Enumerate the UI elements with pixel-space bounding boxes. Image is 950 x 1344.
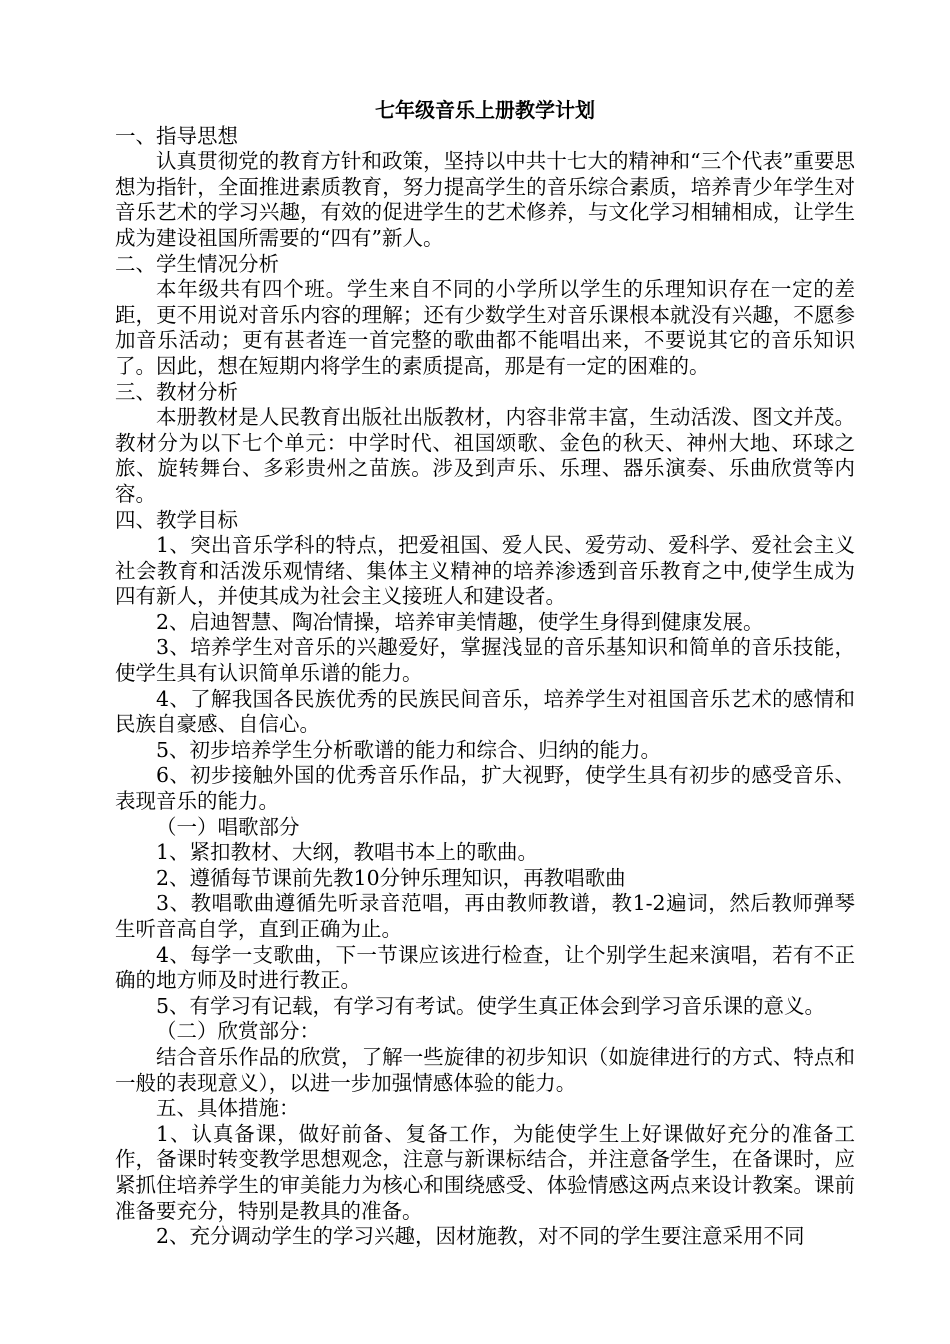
list-item-singing: 5、有学习有记载，有学习有考试。使学生真正体会到学习音乐课的意义。: [156, 993, 826, 1018]
list-item-goal: 2、启迪智慧、陶冶情操，培养审美情趣，使学生身得到健康发展。: [156, 609, 764, 634]
list-item-singing: 1、紧扣教材、大纲，教唱书本上的歌曲。: [156, 840, 539, 865]
paragraph-appreciation: 结合音乐作品的欣赏，了解一些旋律的初步知识（如旋律进行的方式、特点和一般的表现意义），以进一步加强情感体验的能力。: [115, 1044, 855, 1095]
list-item-goal: 3、培养学生对音乐的兴趣爱好，掌握浅显的音乐基知识和简单的音乐技能，使学生具有认识简单乐谱的能力。: [115, 635, 855, 686]
list-item-goal: 5、初步培养学生分析歌谱的能力和综合、归纳的能力。: [156, 737, 662, 762]
list-item-singing: 2、遵循每节课前先教10分钟乐理知识，再教唱歌曲: [156, 865, 626, 890]
list-item-goal: 6、初步接触外国的优秀音乐作品，扩大视野，使学生具有初步的感受音乐、表现音乐的能力。: [115, 763, 855, 814]
list-item-goal: 1、突出音乐学科的特点，把爱祖国、爱人民、爱劳动、爱科学、爱社会主义社会教育和活泼乐观情绪、集体主义精神的培养渗透到音乐教育之中,使学生成为四有新人，并使其成为社会主义接班人和建设者。: [115, 533, 855, 609]
section-heading-guiding-ideology: 一、指导思想: [115, 123, 238, 148]
list-item-measure: 2、充分调动学生的学习兴趣，因材施教，对不同的学生要注意采用不同: [156, 1224, 805, 1249]
subsection-heading-appreciation: （二）欣赏部分：: [156, 1019, 320, 1044]
section-heading-textbook-analysis: 三、教材分析: [115, 379, 238, 404]
paragraph-textbook-analysis: 本册教材是人民教育出版社出版教材，内容非常丰富，生动活泼、图文并茂。教材分为以下七个单元：中学时代、祖国颂歌、金色的秋天、神州大地、环球之旅、旋转舞台、多彩贵州之苗族。涉及到声乐、乐理、器乐演奏、乐曲欣赏等内容。: [115, 405, 855, 506]
paragraph-guiding-ideology: 认真贯彻党的教育方针和政策，坚持以中共十七大的精神和“三个代表”重要思想为指针，全面推进素质教育，努力提高学生的音乐综合素质，培养青少年学生对音乐艺术的学习兴趣，有效的促进学生的艺术修养，与文化学习相辅相成，让学生成为建设祖国所需要的“四有”新人。: [115, 149, 855, 250]
list-item-singing: 3、教唱歌曲遵循先听录音范唱，再由教师教谱，教1-2遍词，然后教师弹琴生听音高自学，直到正确为止。: [115, 891, 855, 941]
document-page: [115, 98, 855, 1250]
list-item-singing: 4、每学一支歌曲，下一节课应该进行检查，让个别学生起来演唱，若有不正确的地方师及时进行教正。: [115, 942, 855, 993]
section-heading-measures: 五、具体措施：: [156, 1096, 300, 1121]
subsection-heading-singing: （一）唱歌部分: [156, 814, 300, 839]
list-item-measure: 1、认真备课，做好前备、复备工作，为能使学生上好课做好充分的准备工作，备课时转变教学思想观念，注意与新课标结合，并注意备学生，在备课时，应紧抓住培养学生的审美能力为核心和围绕感受、体验情感这两点来设计教案。课前准备要充分，特别是教具的准备。: [115, 1121, 855, 1223]
section-heading-student-analysis: 二、学生情况分析: [115, 251, 279, 276]
document-title: 七年级音乐上册教学计划: [375, 98, 595, 122]
section-heading-teaching-goals: 四、教学目标: [115, 507, 238, 532]
list-item-goal: 4、了解我国各民族优秀的民族民间音乐，培养学生对祖国音乐艺术的感情和民族自豪感、自信心。: [115, 686, 855, 737]
paragraph-student-analysis: 本年级共有四个班。学生来自不同的小学所以学生的乐理知识存在一定的差距，更不用说对音乐内容的理解；还有少数学生对音乐课根本就没有兴趣，不愿参加音乐活动；更有甚者连一首完整的歌曲都不能唱出来，不要说其它的音乐知识了。因此，想在短期内将学生的素质提高，那是有一定的困难的。: [115, 277, 855, 378]
